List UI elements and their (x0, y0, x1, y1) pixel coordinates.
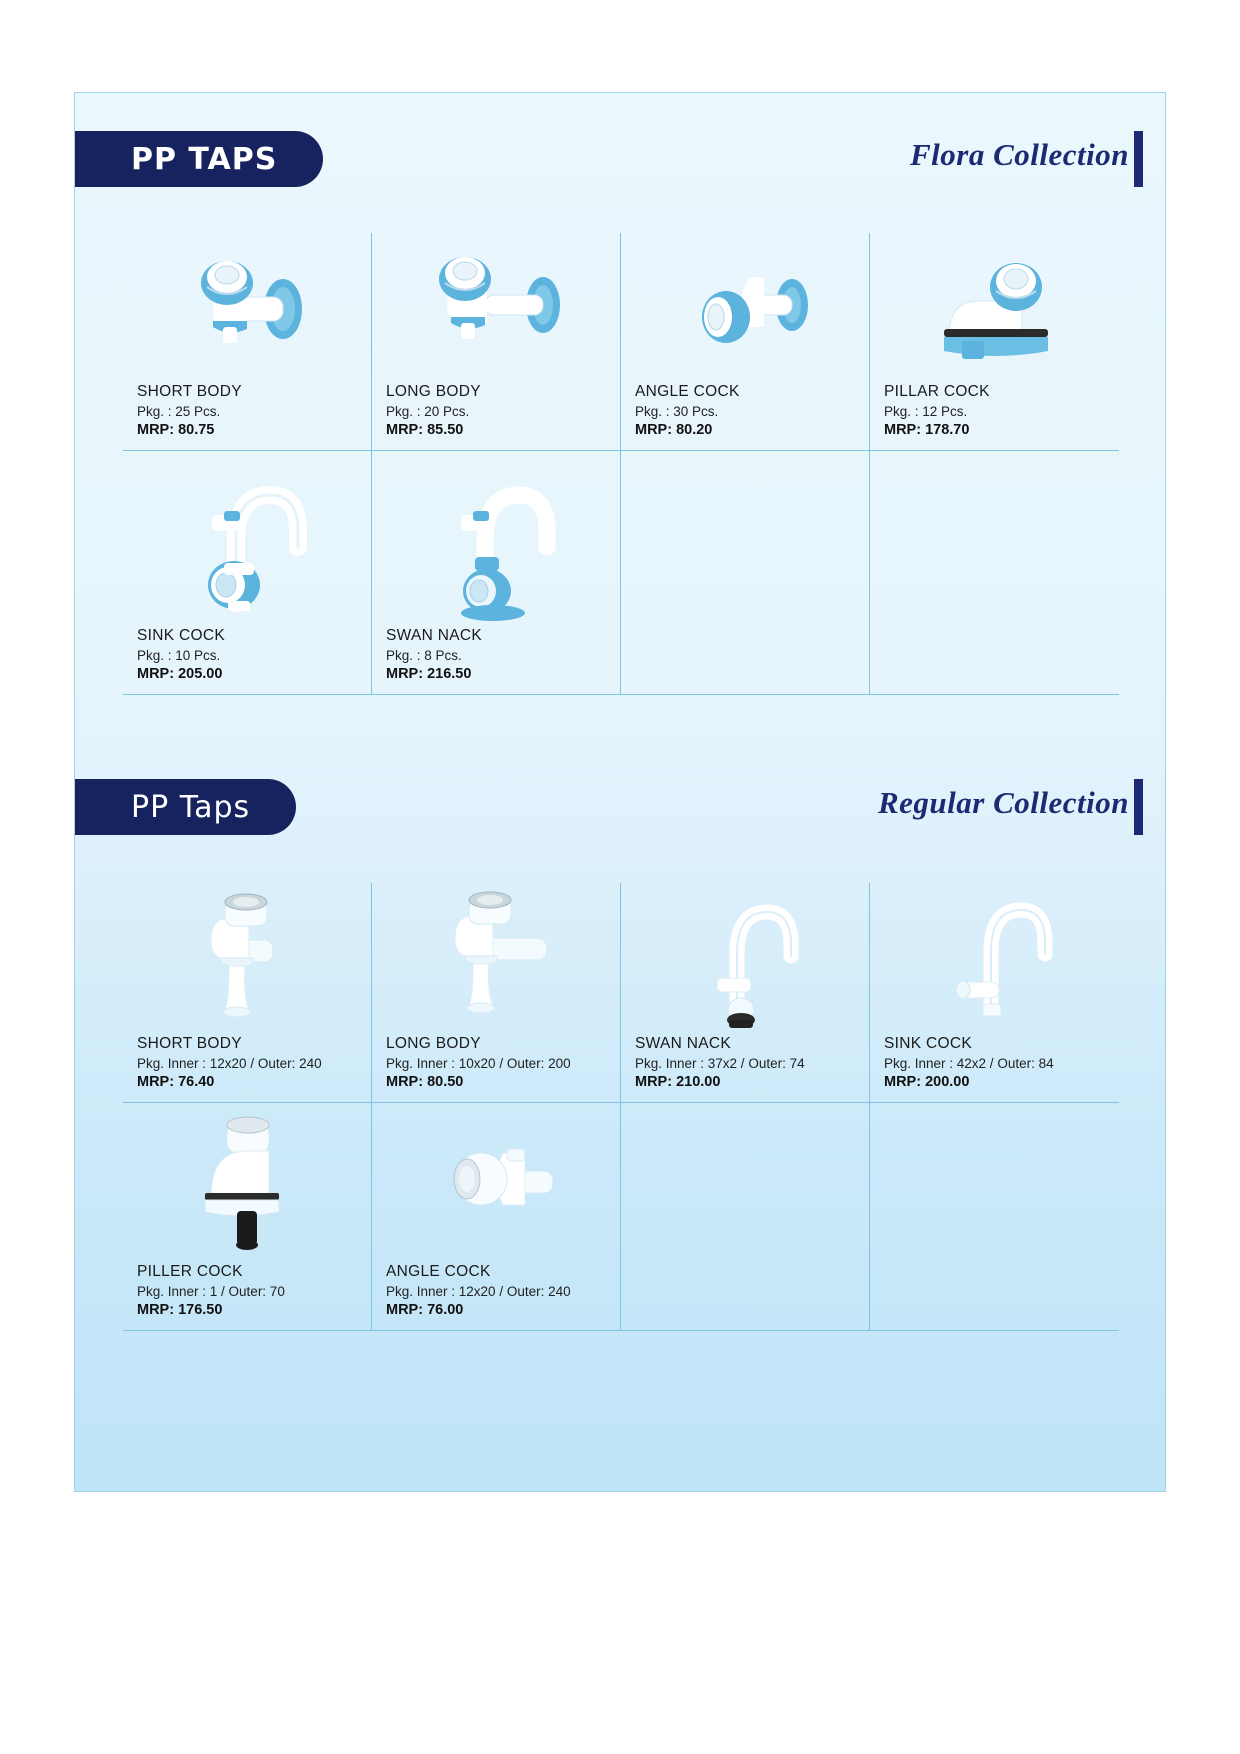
section-title-flora: PP TAPS (131, 141, 278, 177)
long-body-tap-white-icon (372, 883, 620, 1035)
product-info (372, 627, 620, 694)
product-cell-piller-cock-regular[interactable] (123, 1103, 372, 1330)
product-name: ANGLE COCK (386, 1263, 491, 1280)
table-row (123, 451, 1119, 695)
short-body-tap-white-icon (123, 883, 371, 1035)
product-cell-swan-nack-regular[interactable] (621, 883, 870, 1102)
product-name: SINK COCK (137, 627, 225, 644)
product-cell-empty (870, 451, 1119, 694)
product-cell-empty (870, 1103, 1119, 1330)
product-mrp: MRP: 76.00 (386, 1302, 464, 1318)
product-info (372, 1263, 620, 1330)
angle-cock-tap-white-icon (372, 1103, 620, 1263)
collection-label-flora: Flora Collection (910, 137, 1129, 172)
product-name: PILLER COCK (137, 1263, 243, 1280)
product-cell-angle-cock-flora[interactable] (621, 233, 870, 450)
product-pkg: Pkg. Inner : 1 / Outer: 70 (137, 1284, 285, 1299)
product-mrp: MRP: 80.75 (137, 422, 215, 438)
product-name: SWAN NACK (386, 627, 482, 644)
product-name: ANGLE COCK (635, 383, 740, 400)
product-info (621, 1035, 869, 1102)
collection-accent-bar-regular (1134, 779, 1143, 835)
table-row (123, 1103, 1119, 1331)
product-info (123, 627, 371, 694)
section-header-flora (75, 131, 1165, 187)
product-cell-long-body-regular[interactable] (372, 883, 621, 1102)
product-pkg: Pkg. Inner : 12x20 / Outer: 240 (137, 1056, 322, 1071)
product-info (870, 383, 1119, 450)
product-pkg: Pkg. : 8 Pcs. (386, 648, 462, 663)
product-mrp: MRP: 80.50 (386, 1074, 464, 1090)
sink-cock-tap-icon (123, 451, 371, 627)
product-mrp: MRP: 210.00 (635, 1074, 721, 1090)
swan-nack-tap-icon (372, 451, 620, 627)
product-cell-long-body-flora[interactable] (372, 233, 621, 450)
angle-cock-tap-icon (621, 233, 869, 383)
product-pkg: Pkg. Inner : 12x20 / Outer: 240 (386, 1284, 571, 1299)
section-header-regular (75, 779, 1165, 835)
product-name: SHORT BODY (137, 1035, 242, 1052)
product-pkg: Pkg. : 25 Pcs. (137, 404, 221, 419)
product-info (123, 383, 371, 450)
product-info (123, 1035, 371, 1102)
product-cell-short-body-regular[interactable] (123, 883, 372, 1102)
product-info (621, 383, 869, 450)
product-cell-pillar-cock-flora[interactable] (870, 233, 1119, 450)
product-mrp: MRP: 178.70 (884, 422, 970, 438)
product-cell-swan-nack-flora[interactable] (372, 451, 621, 694)
product-name: SWAN NACK (635, 1035, 731, 1052)
sink-cock-tap-white-icon (870, 883, 1119, 1035)
product-pkg: Pkg. : 20 Pcs. (386, 404, 470, 419)
product-cell-sink-cock-regular[interactable] (870, 883, 1119, 1102)
product-mrp: MRP: 200.00 (884, 1074, 970, 1090)
product-name: PILLAR COCK (884, 383, 990, 400)
product-name: LONG BODY (386, 1035, 481, 1052)
pillar-cock-tap-icon (870, 233, 1119, 383)
collection-label-regular: Regular Collection (878, 785, 1129, 820)
long-body-tap-icon (372, 233, 620, 383)
product-cell-short-body-flora[interactable] (123, 233, 372, 450)
swan-nack-tap-white-icon (621, 883, 869, 1035)
section-title-tag-flora (75, 131, 323, 187)
table-row (123, 883, 1119, 1103)
product-mrp: MRP: 85.50 (386, 422, 464, 438)
product-mrp: MRP: 205.00 (137, 666, 223, 682)
section-title-tag-regular (75, 779, 296, 835)
product-mrp: MRP: 216.50 (386, 666, 472, 682)
catalog-sheet (74, 92, 1166, 1492)
product-info (372, 1035, 620, 1102)
product-pkg: Pkg. Inner : 37x2 / Outer: 74 (635, 1056, 805, 1071)
product-cell-empty (621, 1103, 870, 1330)
product-info (870, 1035, 1119, 1102)
table-row (123, 233, 1119, 451)
product-grid-flora (123, 233, 1119, 695)
product-mrp: MRP: 80.20 (635, 422, 713, 438)
pillar-cock-tap-white-icon (123, 1103, 371, 1263)
product-name: SHORT BODY (137, 383, 242, 400)
product-name: LONG BODY (386, 383, 481, 400)
product-grid-regular (123, 883, 1119, 1331)
product-pkg: Pkg. Inner : 42x2 / Outer: 84 (884, 1056, 1054, 1071)
short-body-tap-icon (123, 233, 371, 383)
section-title-regular: PP Taps (131, 789, 251, 825)
product-info (123, 1263, 371, 1330)
product-pkg: Pkg. Inner : 10x20 / Outer: 200 (386, 1056, 571, 1071)
collection-accent-bar-flora (1134, 131, 1143, 187)
product-pkg: Pkg. : 12 Pcs. (884, 404, 968, 419)
product-mrp: MRP: 76.40 (137, 1074, 215, 1090)
product-cell-empty (621, 451, 870, 694)
product-info (372, 383, 620, 450)
product-mrp: MRP: 176.50 (137, 1302, 223, 1318)
product-pkg: Pkg. : 30 Pcs. (635, 404, 719, 419)
product-cell-angle-cock-regular[interactable] (372, 1103, 621, 1330)
product-cell-sink-cock-flora[interactable] (123, 451, 372, 694)
product-pkg: Pkg. : 10 Pcs. (137, 648, 221, 663)
product-name: SINK COCK (884, 1035, 972, 1052)
